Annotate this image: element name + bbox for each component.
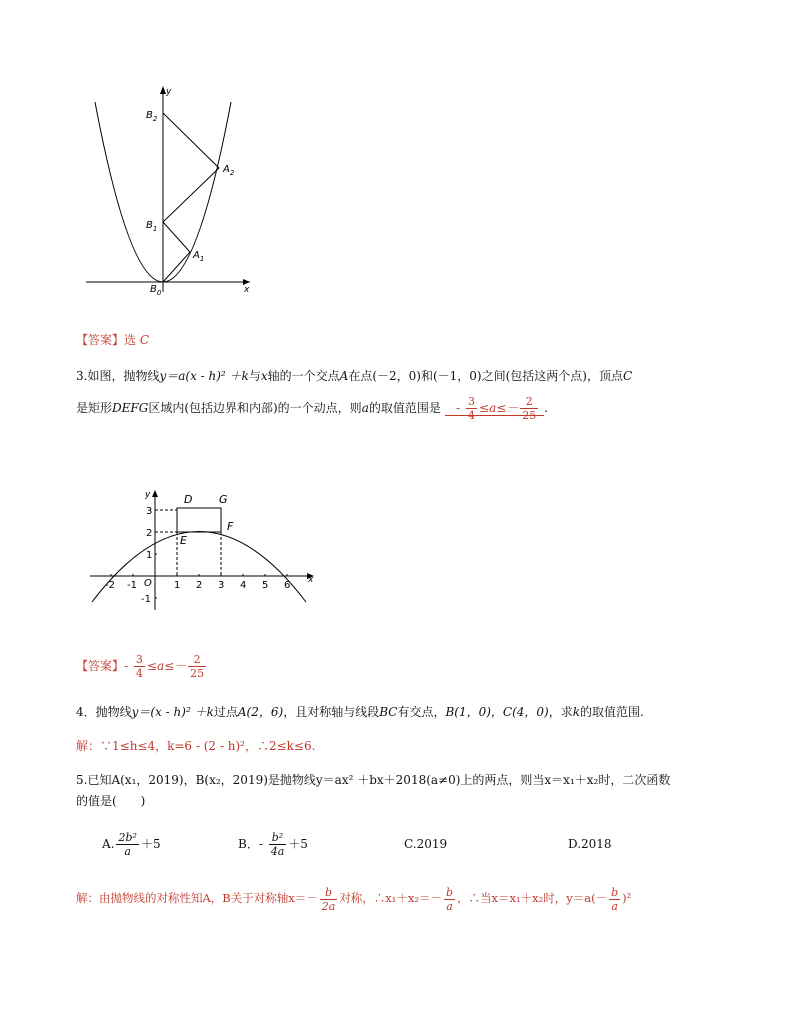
x-tick-labels: [105, 580, 290, 591]
label-f: F: [227, 520, 234, 533]
solution-5: 解：由抛物线的对称性知A，B关于对称轴x＝－ $\frac{b}{2a}$ 对称，∴x₁＋x₂＝－ $\frac{b}{a}$ ，∴当x＝x₁＋x₂时，y＝a(－ $\frac{b}{a}$ )²: [76, 885, 632, 913]
x-tick-label: 1: [174, 580, 181, 591]
y-tick-label: 1: [146, 550, 153, 561]
label-a2: $A_2$: [223, 164, 235, 177]
answer-2: 【答案】选 C: [76, 333, 150, 347]
x-tick-label: 5: [262, 580, 269, 591]
x-tick-label: 4: [240, 580, 247, 591]
option-d: D.2018: [568, 837, 612, 851]
question-5-line-1: 5.已知A(x₁，2019)，B(x₂，2019)是抛物线y＝ax² ＋bx＋2018(a≠0)上的两点，则当x＝x₁＋x₂时，二次函数: [76, 773, 671, 787]
figure-parabola-rectangle: [86, 486, 326, 616]
y-axis-label: y: [145, 490, 151, 500]
y-axis-label: y: [166, 87, 172, 97]
option-a: A. $\frac{\text{2b²}}{a}$ ＋5: [102, 831, 161, 858]
option-c: C.2019: [404, 837, 448, 851]
label-b0: $B_0$: [150, 284, 162, 297]
x-tick-label: -2: [105, 580, 115, 591]
zigzag-lines: [163, 113, 219, 282]
figure-parabola-zigzag: [80, 80, 260, 300]
x-axis-label: x: [308, 575, 314, 585]
question-5-line-2: 的值是( ): [76, 794, 146, 808]
parabola-curve: [92, 532, 306, 603]
label-a1: $A_1$: [193, 250, 205, 263]
label-b1: $B_1$: [146, 220, 158, 233]
y-tick-labels: [141, 506, 152, 605]
y-tick-label: 3: [146, 506, 153, 517]
rectangle-defg: [177, 508, 221, 532]
question-3-line-2: 是矩形DEFG区域内(包括边界和内部)的一个动点，则a的取值范围是 - $\frac{3}{4}$ ≤a≤－ $\frac{2}{25}$ .: [76, 395, 548, 422]
x-axis-label: x: [244, 285, 250, 295]
option-b: B．- $\frac{\text{b²}}{4a}$ ＋5: [238, 831, 308, 858]
answer-3: 【答案】- $\frac{3}{4}$ ≤a≤－ $\frac{2}{25}$: [76, 653, 205, 680]
label-e: E: [180, 534, 187, 547]
y-tick-label: 2: [146, 528, 153, 539]
x-tick-label: 6: [284, 580, 291, 591]
x-tick-label: 3: [218, 580, 225, 591]
answer-blank: - $\frac{3}{4}$ ≤a≤－ $\frac{2}{25}$: [445, 401, 544, 416]
question-3-line-1: 3.如图，抛物线y＝a(x - h)² ＋k与x轴的一个交点A在点(－2，0)和(－1，0)之间(包括这两个点)，顶点C: [76, 369, 633, 383]
y-tick-label: -1: [141, 594, 151, 605]
solution-4: 解：∵1≤h≤4，k=6 - (2 - h)²，∴2≤k≤6.: [76, 739, 316, 753]
label-b2: $B_2$: [146, 110, 158, 123]
x-tick-label: -1: [127, 580, 137, 591]
x-tick-label: 2: [196, 580, 203, 591]
label-d: D: [184, 493, 193, 506]
question-4: 4．抛物线y＝(x - h)² ＋k过点A(2，6)，且对称轴与线段BC有交点，B(1，0)，C(4，0)，求k的取值范围.: [76, 705, 644, 719]
label-origin: O: [144, 578, 152, 589]
label-g: G: [219, 493, 228, 506]
